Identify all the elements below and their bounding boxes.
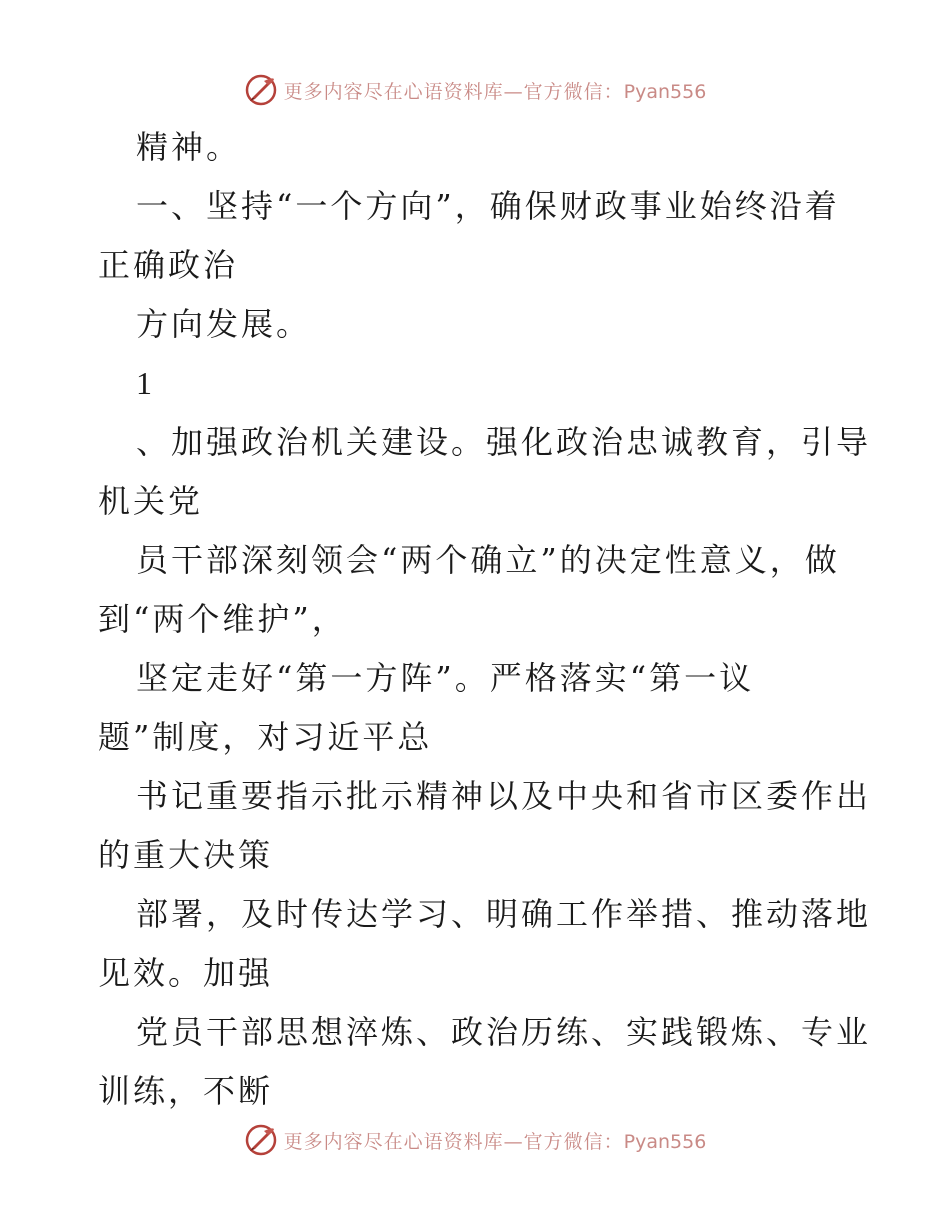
- text-line: 方向发展。: [136, 305, 312, 343]
- text-line: 到“两个维护”，: [98, 600, 347, 638]
- text-line: 训练，不断: [98, 1072, 274, 1110]
- document-body: [98, 118, 872, 1121]
- header-banner-text: 更多内容尽在心语资料库—官方微信：Pyan556: [283, 80, 707, 103]
- text-line: 见效。加强: [98, 954, 274, 992]
- footer-banner: [0, 1120, 950, 1160]
- header-banner: [0, 70, 950, 110]
- text-line: 党员干部思想淬炼、政治历练、实践锻炼、专业: [136, 1013, 872, 1051]
- text-line: 题”制度，对习近平总: [98, 718, 433, 756]
- text-line: 正确政治: [98, 246, 239, 284]
- text-line: 书记重要指示批示精神以及中央和省市区委作出: [136, 777, 872, 815]
- text-line: 员干部深刻领会“两个确立”的决定性意义，做: [136, 541, 840, 579]
- footer-banner-text: 更多内容尽在心语资料库—官方微信：Pyan556: [283, 1130, 707, 1153]
- footer-wechat-id: Pyan556: [623, 1130, 707, 1153]
- text-line: 机关党: [98, 482, 204, 520]
- text-line: 一、坚持“一个方向”，确保财政事业始终沿着: [136, 187, 840, 225]
- text-line: 的重大决策: [98, 836, 274, 874]
- header-wechat-id: Pyan556: [623, 80, 707, 103]
- text-line: 、加强政治机关建设。强化政治忠诚教育，引导: [136, 423, 872, 461]
- text-line: 1: [136, 365, 155, 401]
- text-line: 精神。: [136, 128, 242, 166]
- text-line: 坚定走好“第一方阵”。严格落实“第一议: [136, 659, 755, 697]
- text-line: 部署，及时传达学习、明确工作举措、推动落地: [136, 895, 872, 933]
- quill-logo-icon: [244, 73, 278, 107]
- quill-logo-icon: [244, 1123, 278, 1157]
